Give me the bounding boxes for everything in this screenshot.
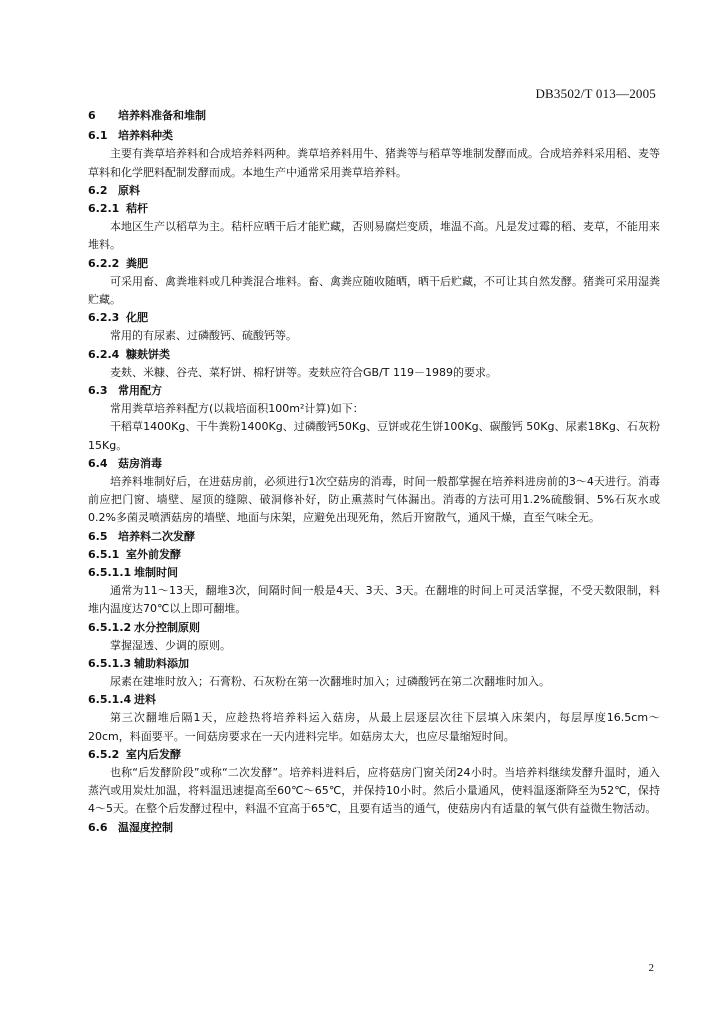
section-heading: 6.3 常用配方 — [88, 383, 162, 397]
paragraph: 麦麸、米糠、谷壳、菜籽饼、棉籽饼等。麦麸应符合GB/T 119－1989的要求。 — [110, 365, 497, 379]
paragraph: 可采用畜、禽粪堆料或几种粪混合堆料。畜、禽粪应随收随晒，晒干后贮藏，不可让其自然发酵。猪粪可采用湿粪贮藏。 — [88, 274, 660, 306]
section-heading: 6.4 菇房消毒 — [88, 456, 162, 470]
section-heading: 6.2.2 粪肥 — [88, 256, 148, 270]
page-number: 2 — [648, 962, 654, 974]
paragraph: 通常为11～13天，翻堆3次，间隔时间一般是4天、3天、3天。在翻堆的时间上可灵活掌握，不受天数限制，料堆内温度达70℃以上即可翻堆。 — [88, 584, 660, 616]
section-heading: 6.2.4 糠麸饼类 — [88, 347, 170, 361]
paragraph: 主要有粪草培养料和合成培养料两种。粪草培养料用牛、猪粪等与稻草等堆制发酵而成。合成培养料采用稻、麦等草料和化学肥料配制发酵而成。本地生产中通常采用粪草培养料。 — [88, 147, 660, 179]
paragraph: 尿素在建堆时放入；石膏粉、石灰粉在第一次翻堆时加入；过磷酸钙在第二次翻堆时加入。 — [110, 675, 550, 689]
paragraph: 培养料堆制好后，在进菇房前，必须进行1次空菇房的消毒，时间一般都掌握在培养料进房前的3～4天进行。消毒前应把门窗、墙壁、屋顶的缝隙、破洞修补好，防止熏蒸时气体漏出。消毒的方法可用1.2%硫酸铜、5%石灰水或0.2%多菌灵喷洒菇房的墙壁、地面与床架，应避免出现死角，然后开窗散气，通风干燥，直至气味全无。 — [88, 474, 660, 525]
paragraph: 常用粪草培养料配方(以栽培面积100m²计算)如下： — [110, 402, 364, 416]
section-heading: 6.5.1.1 堆制时间 — [88, 565, 178, 579]
paragraph: 掌握湿透、少调的原则。 — [110, 638, 231, 652]
section-heading: 6.6 温湿度控制 — [88, 820, 173, 834]
section-heading: 6.5.1 室外前发酵 — [88, 547, 181, 561]
document-body — [88, 107, 660, 837]
section-heading: 6 培养料准备和堆制 — [88, 109, 206, 122]
section-heading: 6.2.1 秸杆 — [88, 201, 148, 215]
section-heading: 6.5.2 室内后发酵 — [88, 747, 181, 761]
section-heading: 6.5.1.2 水分控制原则 — [88, 620, 200, 634]
standard-number: DB3502/T 013—2005 — [535, 86, 656, 101]
section-heading: 6.1 培养料种类 — [88, 129, 173, 143]
paragraph: 本地区生产以稻草为主。秸杆应晒干后才能贮藏，否则易腐烂变质，堆温不高。凡是发过霉的稻、麦草，不能用来堆料。 — [88, 220, 660, 252]
paragraph: 干稻草1400Kg、干牛粪粉1400Kg、过磷酸钙50Kg、豆饼或花生饼100Kg、碳酸钙 50Kg、尿素18Kg、石灰粉15Kg。 — [88, 420, 660, 452]
section-heading: 6.5.1.4 进料 — [88, 693, 156, 707]
section-heading: 6.5.1.3 辅助料添加 — [88, 656, 189, 670]
paragraph: 常用的有尿素、过磷酸钙、硫酸钙等。 — [110, 329, 297, 343]
section-heading: 6.5 培养料二次发酵 — [88, 529, 195, 543]
section-heading: 6.2 原料 — [88, 183, 140, 197]
paragraph: 第三次翻堆后隔1天，应趁热将培养料运入菇房，从最上层逐层次往下层填入床架内，每层厚度16.5cm～20cm，料面要平。一间菇房要求在一天内进料完毕。如菇房太大，也应尽量缩短时间。 — [88, 711, 660, 743]
section-heading: 6.2.3 化肥 — [88, 311, 148, 325]
paragraph: 也称“后发酵阶段”或称“二次发酵”。培养料进料后，应将菇房门窗关闭24小时。当培养料继续发酵升温时，通入蒸汽或用炭灶加温，将料温迅速提高至60℃～65℃，并保持10小时。然后小量通风，使料温逐渐降至为52℃，保持4～5天。在整个后发酵过程中，料温不宜高于65℃，且要有适当的通气，使菇房内有适量的氧气供有益微生物活动。 — [88, 766, 660, 816]
